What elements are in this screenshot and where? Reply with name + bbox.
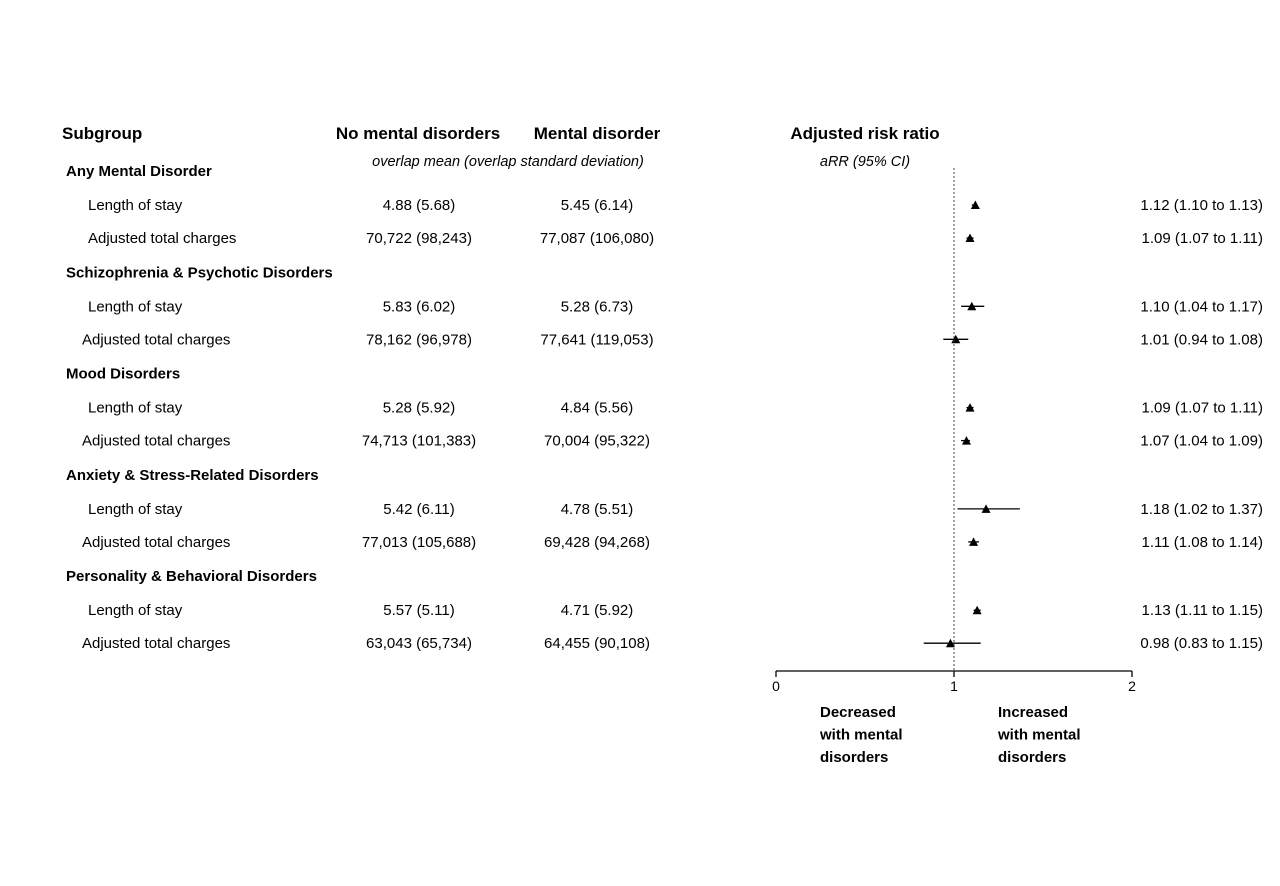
mental-value: 69,428 (94,268)	[544, 533, 650, 551]
arr-ci-text: 1.09 (1.07 to 1.11)	[1141, 230, 1263, 247]
header-risk-ratio: Adjusted risk ratio	[790, 124, 940, 143]
no-mental-value: 78,162 (96,978)	[366, 331, 472, 349]
mental-value: 4.78 (5.51)	[560, 500, 634, 518]
no-mental-value: 74,713 (101,383)	[361, 432, 477, 450]
mental-value: 5.28 (6.73)	[560, 298, 634, 316]
row-label: Adjusted total charges	[82, 635, 231, 653]
direction-label-increased: with mental	[998, 726, 1081, 744]
direction-label-decreased: disorders	[820, 749, 889, 766]
mental-value: 77,087 (106,080)	[539, 230, 655, 247]
row-label: Length of stay	[88, 197, 183, 214]
group-heading: Personality & Behavioral Disorders	[66, 568, 317, 586]
row-label: Length of stay	[88, 298, 183, 316]
mental-value: 4.71 (5.92)	[560, 602, 634, 620]
no-mental-value: 63,043 (65,734)	[366, 635, 472, 653]
arr-ci-text: 1.10 (1.04 to 1.17)	[1140, 298, 1263, 316]
group-heading: Anxiety & Stress-Related Disorders	[66, 466, 319, 484]
row-label: Adjusted total charges	[82, 533, 231, 551]
x-axis	[772, 671, 1136, 766]
row-label: Length of stay	[88, 399, 183, 417]
no-mental-value: 70,722 (98,243)	[366, 230, 472, 247]
subheader-stats: overlap mean (overlap standard deviation)	[372, 154, 644, 170]
mental-value: 70,004 (95,322)	[544, 432, 650, 450]
table-body	[66, 163, 1263, 652]
arr-ci-text: 1.01 (0.94 to 1.08)	[1140, 331, 1263, 349]
mental-value: 4.84 (5.56)	[560, 399, 634, 417]
direction-label-decreased: with mental	[820, 726, 903, 744]
x-tick-label: 1	[950, 678, 958, 694]
no-mental-value: 5.57 (5.11)	[383, 602, 455, 620]
header-subgroup: Subgroup	[62, 124, 143, 143]
arr-ci-text: 1.11 (1.08 to 1.14)	[1141, 533, 1263, 551]
x-tick-label: 2	[1128, 678, 1136, 694]
x-tick-label: 0	[772, 678, 780, 694]
row-label: Adjusted total charges	[82, 331, 231, 349]
group-heading: Mood Disorders	[66, 365, 181, 383]
group-heading: Any Mental Disorder	[66, 163, 212, 180]
mental-value: 77,641 (119,053)	[540, 331, 654, 349]
direction-label-decreased: Decreased	[820, 704, 896, 721]
mental-value: 64,455 (90,108)	[544, 635, 650, 653]
group-heading: Schizophrenia & Psychotic Disorders	[66, 264, 333, 282]
arr-ci-text: 1.09 (1.07 to 1.11)	[1141, 399, 1263, 417]
mental-value: 5.45 (6.14)	[560, 197, 634, 214]
subheader-arr: aRR (95% CI)	[819, 154, 911, 170]
arr-ci-text: 1.18 (1.02 to 1.37)	[1140, 500, 1263, 518]
direction-label-increased: Increased	[998, 704, 1069, 721]
row-label: Length of stay	[88, 602, 183, 620]
arr-ci-text: 0.98 (0.83 to 1.15)	[1140, 635, 1263, 653]
header-mental: Mental disorder	[533, 124, 661, 143]
no-mental-value: 5.28 (5.92)	[382, 399, 456, 417]
plot-area	[924, 168, 1020, 671]
arr-ci-text: 1.13 (1.11 to 1.15)	[1141, 602, 1263, 620]
row-label: Length of stay	[88, 500, 183, 518]
no-mental-value: 5.42 (6.11)	[383, 500, 455, 518]
row-label: Adjusted total charges	[88, 230, 237, 247]
direction-label-increased: disorders	[998, 749, 1067, 766]
arr-ci-text: 1.07 (1.04 to 1.09)	[1140, 432, 1263, 450]
arr-ci-text: 1.12 (1.10 to 1.13)	[1140, 197, 1263, 214]
no-mental-value: 77,013 (105,688)	[361, 533, 477, 551]
row-label: Adjusted total charges	[82, 432, 231, 450]
no-mental-value: 5.83 (6.02)	[382, 298, 456, 316]
no-mental-value: 4.88 (5.68)	[382, 197, 456, 214]
header-no-mental: No mental disorders	[335, 124, 501, 143]
